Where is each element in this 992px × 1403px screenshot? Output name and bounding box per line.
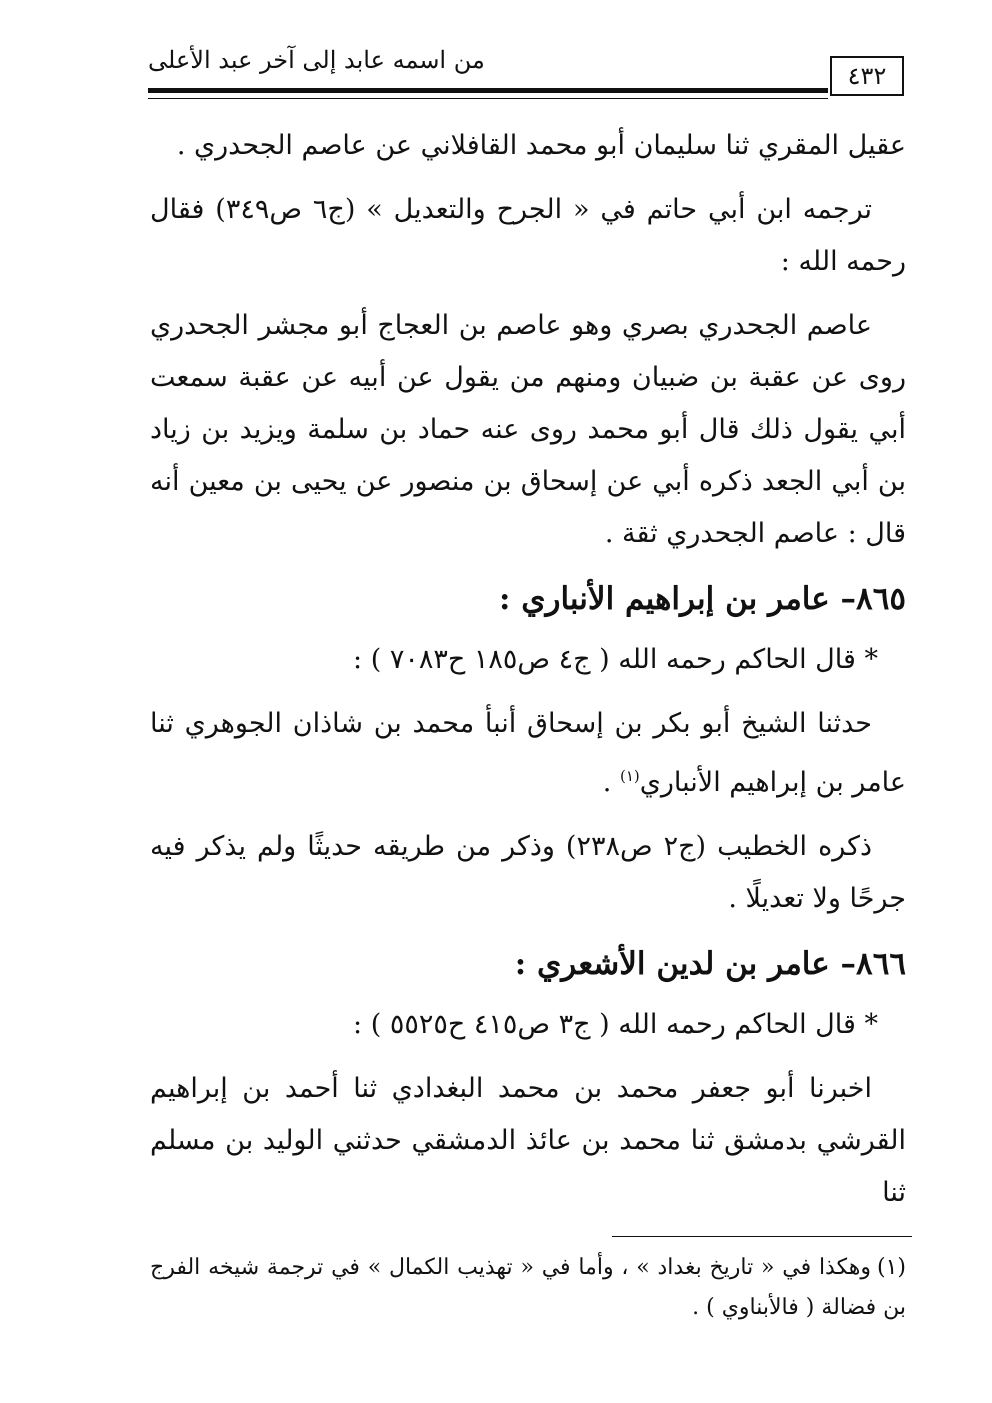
page-number-box: ٤٣٢	[830, 56, 904, 96]
page-header	[148, 40, 910, 104]
paragraph-5: ذكره الخطيب (ج٢ ص٢٣٨) وذكر من طريقه حديثًا ولم يذكر فيه جرحًا ولا تعديلًا .	[150, 831, 906, 914]
paragraph-1: عقيل المقري ثنا سليمان أبو محمد القافلاني عن عاصم الجحدري .	[176, 130, 906, 161]
footnote-1	[150, 1248, 906, 1328]
paragraph-6: اخبرنا أبو جعفر محمد بن محمد البغدادي ثنا أحمد بن إبراهيم القرشي بدمشق ثنا محمد بن عائذ الدمشقي حدثني الوليد بن مسلم ثنا	[150, 1073, 906, 1208]
entry-heading-865: ٨٦٥– عامر بن إبراهيم الأنباري :	[499, 581, 906, 617]
citation-866: * قال الحاكم رحمه الله ( ج٣ ص٤١٥ ح٥٥٢٥ ) :	[353, 1009, 878, 1040]
footnote-separator	[612, 1236, 912, 1237]
footnotes	[150, 1248, 906, 1328]
main-text	[150, 120, 906, 1231]
running-title: من اسمه عابد إلى آخر عبد الأعلى	[148, 46, 485, 74]
header-rule-thin	[148, 98, 828, 99]
citation-865: * قال الحاكم رحمه الله ( ج٤ ص١٨٥ ح٧٠٨٣ ) :	[353, 644, 878, 675]
footnote-reference: (١)	[619, 767, 640, 785]
paragraph-2: ترجمه ابن أبي حاتم في « الجرح والتعديل » (ج٦ ص٣٤٩) فقال رحمه الله :	[150, 194, 906, 277]
footnote-marker: (١)	[876, 1255, 906, 1280]
paragraph-4-end: .	[602, 767, 620, 798]
header-rule-thick	[148, 88, 828, 93]
footnote-text: وهكذا في « تاريخ بغداد » ، وأما في « تهذيب الكمال » في ترجمة شيخه الفرج بن فضالة ( فالأبناوي ) .	[150, 1255, 906, 1320]
paragraph-4-text: حدثنا الشيخ أبو بكر بن إسحاق أنبأ محمد بن شاذان الجوهري ثنا عامر بن إبراهيم الأنباري	[150, 708, 906, 798]
paragraph-3: عاصم الجحدري بصري وهو عاصم بن العجاج أبو مجشر الجحدري روى عن عقبة بن ضبيان ومنهم من يقول عن أبيه عن عقبة سمعت أبي يقول ذلك قال أبو محمد روى عنه حماد بن سلمة ويزيد بن زياد بن أبي الجعد ذكره أبي عن إسحاق بن منصور عن يحيى بن معين أنه قال : عاصم الجحدري ثقة .	[150, 310, 906, 549]
entry-heading-866: ٨٦٦– عامر بن لدين الأشعري :	[514, 946, 906, 982]
paragraph-4	[150, 698, 906, 809]
